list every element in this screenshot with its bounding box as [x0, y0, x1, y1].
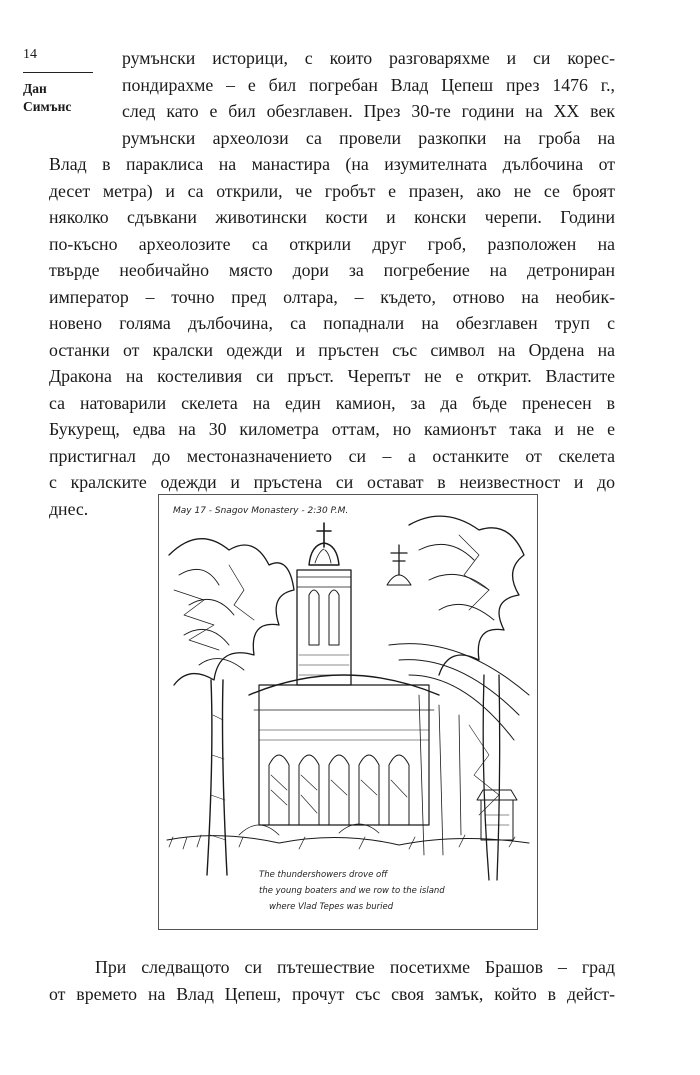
text-line: румънски археолози са провели разкопки на гроба на [122, 127, 615, 148]
text-line: днес. [49, 498, 89, 519]
text-line: император – точно пред олтара, – където, отново на необик- [49, 286, 615, 307]
text-line: останки от кралски одежди и пръстен със символ на Ордена на [49, 339, 615, 360]
text-line: При следващото си пътешествие посетихме Брашов – град [95, 957, 615, 977]
upper-paragraph [49, 45, 615, 522]
text-line: няколко сдъвкани животински кости и конски черепи. Години [49, 207, 615, 227]
text-line: от времето на Влад Цепеш, прочут със своя замък, който в дейст- [49, 983, 615, 1004]
text-line: пондирахме – е бил погребан Влад Цепеш през 1476 г., [122, 74, 615, 95]
text-line: Букурещ, едва на 30 километра оттам, но камионът така и не е [49, 419, 615, 439]
sketch-drawing [159, 495, 537, 929]
text-line: по-късно археолозите са открили друг гроб, разположен на [49, 233, 615, 254]
text-line: след като е бил обезглавен. През 30-те години на XX век [122, 101, 615, 121]
page-number: 14 [23, 47, 37, 62]
author-first-name: Дан [23, 81, 47, 96]
sketch-lines [167, 516, 529, 880]
monastery-sketch [158, 494, 538, 930]
sketch-caption-line-2: the young boaters and we row to the island [259, 886, 445, 896]
text-line: пристигнал до местоназначението си – а останките от скелета [49, 445, 615, 466]
text-line: твърде необичайно място дори за погребение на детрониран [49, 260, 615, 280]
text-line: Влад в параклиса на манастира (на изумителната дълбочина от [49, 154, 615, 174]
sketch-caption-top: May 17 - Snagov Monastery - 2:30 P.M. [173, 506, 349, 516]
sketch-caption-line-1: The thundershowers drove off [259, 870, 388, 880]
text-line: Дракона на костеливия си пръст. Черепът не е открит. Властите [49, 366, 615, 386]
text-line: са натоварили скелета на един камион, за да бъде пренесен в [49, 392, 615, 413]
text-line: новено голяма дълбочина, са попаднали на обезглавен труп с [49, 313, 615, 333]
lower-paragraph [49, 954, 615, 1007]
sketch-caption-line-3: where Vlad Tepes was buried [269, 902, 394, 912]
text-line: румънски историци, с които разговаряхме и си корес- [122, 48, 615, 68]
text-line: с кралските одежди и пръстена си остават в неизвестност и до [49, 472, 615, 492]
author-last-name: Симънс [23, 99, 72, 114]
text-line: десет метра) и са открили, че гробът е празен, ако не се броят [49, 180, 615, 201]
